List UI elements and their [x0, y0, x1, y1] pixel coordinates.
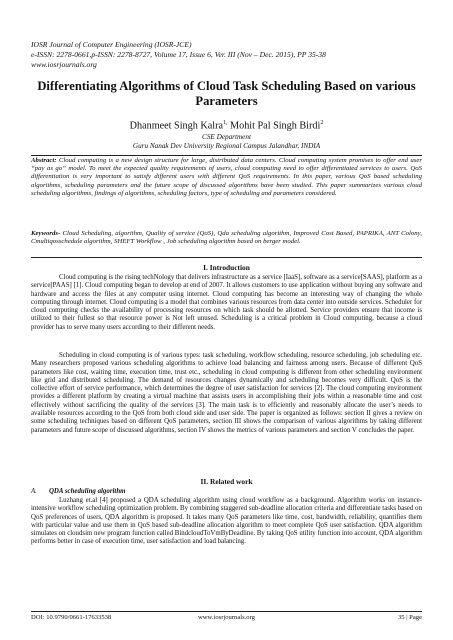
author-1-affil: 1, — [223, 120, 228, 126]
subsection-letter: A. — [31, 488, 37, 495]
journal-issn: e-ISSN: 2278-0661,p-ISSN: 2278-8727, Volume 17, Issue 6, Ver. III (Nov – Dec. 2015), PP 35-38 — [31, 50, 326, 59]
footer-page-number: 35 | Page — [397, 614, 422, 621]
author-1: Dhanmeet Singh Kalra — [129, 120, 223, 132]
paper-title: Differentiating Algorithms of Cloud Task Scheduling Based on various Parameters — [37, 79, 416, 108]
author-2: Mohit Pal Singh Birdi — [227, 120, 321, 132]
section-heading-related-work: II. Related work — [200, 477, 253, 486]
related-paragraph-1: Luzhang et.al [4] proposed a QDA scheduling algorithm using cloud workflow as a background. Algorithm works on instance-intensive workflow scheduling optimization problem. By combining staggered sub-deadline allocation criteria and differentiate tasks based on QoS preferences of users, QDA algorithm is proposed. It takes many QoS parameters like time, cost, bandwidth, reliability, quantifies them with particular value and use them in QoS based sub-deadline allocation algorithm to meet complete QoS user satisfaction. QDA algorithm simulates on cloudsim new program function called BindcloudToVmByDeadline. By taking QoS utility function into account, QDA algorithm performs better in case of execution time, user satisfaction and load balancing. — [31, 497, 422, 546]
journal-website: www.iosrjournals.org — [31, 60, 97, 69]
journal-name: IOSR Journal of Computer Engineering (IOSR-JCE) — [31, 40, 192, 49]
abstract-text: Cloud computing is a new design structure for large, distributed data centers. Cloud computing system promises to offer end user “pay as go” model. To meet the expected quality requirements of users, cloud computing need to offer differentiated services to users. QoS differentiation is very important to satisfy different users with different QoS requirements. In this paper, various QoS based scheduling algorithms, scheduling parameters and the future scope of discussed algorithms have been studied. This paper summarizes various cloud scheduling algorithms, findings of algorithms, scheduling factors, type of scheduling and parameters considered. — [31, 157, 422, 197]
author-2-affil: 2 — [320, 120, 324, 126]
journal-header — [31, 40, 431, 70]
footer-website: www.iosrjournals.org — [198, 614, 255, 621]
department: CSE Department — [202, 133, 251, 141]
keywords-text: Cloud Scheduling, algorithm, Quality of service (QoS), Qda scheduling algorithm, Improved Cost Based, PAPRIKA, ANT Colony, Cmultiqosschedule algorithm, SHEFT Workflow , Job scheduling algorithm based on berger model. — [31, 230, 422, 246]
subsection-title: QDA scheduling algorithm — [48, 488, 126, 495]
author-line — [31, 117, 422, 132]
abstract — [31, 157, 422, 198]
intro-paragraph-1: Cloud computing is the rising techNology that delivers infrastructure as a service [IaaS], software as a service[SAAS], platform as a service[PAAS] [1]. Cloud computing began to develop at end of 2007. It allows customers to use application without buying any software and hardware and access the files at any computer using internet. Cloud computing has become an interesting way of changing the whole computing through internet. Cloud computing is a model that combines various resources from data center into outside services. Scheduler for cloud computing checks the availability of processing resources on which task should be allotted. Service providers ensure that income is utilized to their fullest so that resource power is Not left unused. Scheduling is a critical problem in Cloud computing, because a cloud provider has to serve many users according to their different needs. — [31, 274, 422, 331]
section-heading-introduction: I. Introduction — [203, 263, 250, 272]
subsection-heading-qda — [31, 488, 126, 495]
university: Guru Nanak Dev University Regional Campus Jalandhar, INDIA — [132, 142, 321, 150]
abstract-top-rule — [31, 155, 422, 156]
affiliation — [31, 133, 422, 151]
footer-rule — [31, 611, 422, 612]
intro-paragraph-2: Scheduling in cloud computing is of various types: task scheduling, workflow scheduling, resource scheduling, job scheduling etc. Many researchers proposed various scheduling algorithms to achieve load balancing and fairness among users. Because of different QoS parameters like cost, waiting time, execution time, trust etc., scheduling in cloud computing is different from other scheduling environment like grid and distributed scheduling. The demand of resources changes dynamically and scheduling becomes very difficult. QoS is the collective effort of service performance, which determines the degree of user satisfaction for services [2]. The cloud computing environment provides a different platform by creating a virtual machine that assists users in accomplishing their jobs within a reasonable time and cost effectively without sacrificing the quality of the services [3]. The main task is to efficiently and reasonably allocate the user’s needs to available resources according to the QoS from both cloud side and user side. The paper is organized as follows: section II gives a review on some scheduling techniques based on different QoS parameters, section III shows the comparison of various algorithms by taking different parameters and future scope of discussed algorithms, section IV shows the metrics of various parameters and section V concludes the paper. — [31, 352, 422, 434]
abstract-label: Abstract: — [31, 157, 57, 164]
keywords — [31, 230, 422, 246]
abstract-bottom-rule — [31, 257, 422, 258]
footer-doi: DOI: 10.9790/0661-17633538 — [31, 614, 112, 621]
keywords-label: Keywords- — [31, 230, 61, 237]
